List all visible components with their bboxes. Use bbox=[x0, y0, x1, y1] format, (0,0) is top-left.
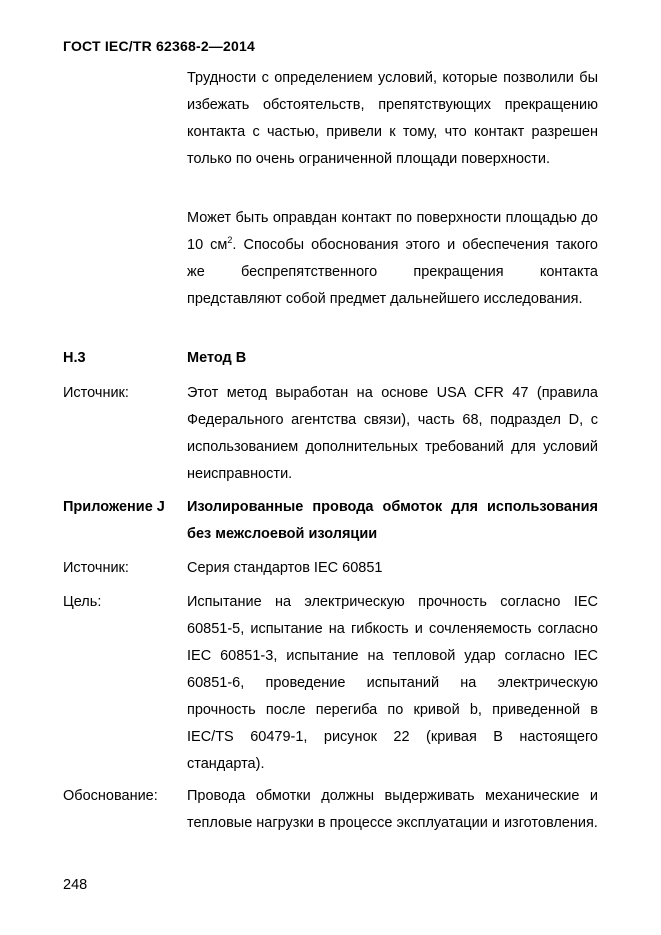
appendix-j-source-label: Источник: bbox=[63, 560, 129, 576]
continuation-paragraph-2 bbox=[187, 205, 598, 313]
appendix-j-purpose-label: Цель: bbox=[63, 594, 102, 610]
section-title-h3: Метод В bbox=[187, 350, 247, 366]
appendix-j-rationale-text: Провода обмотки должны выдерживать механические и тепловые нагрузки в процессе эксплуатации и изготовления. bbox=[187, 788, 598, 831]
appendix-j-title: Изолированные провода обмоток для использования без межслоевой изоляции bbox=[187, 499, 598, 542]
appendix-j-purpose-text: Испытание на электрическую прочность согласно IEC 60851-5, испытание на гибкость и сочленяемость согласно IEC 60851-3, испытание на тепловой удар согласно IEC 60851-6, проведение испытаний на электрическую прочность после перегиба по кривой b, приведенной в IEC/TS 60479-1, рисунок 22 (кривая В настоящего стандарта). bbox=[187, 594, 598, 772]
h3-source-label: Источник: bbox=[63, 385, 129, 401]
superscript-2: 2 bbox=[227, 235, 233, 245]
continuation-paragraph-1: Трудности с определением условий, которые позволили бы избежать обстоятельств, препятствующих прекращению контакта с частью, привели к тому, что контакт разрешен только по очень ограниченной площади поверхности. bbox=[187, 70, 598, 167]
para2-text-after: . Способы обоснования этого и обеспечения такого же беспрепятственного прекращения контакта представляют собой предмет дальнейшего исследования. bbox=[187, 237, 598, 307]
appendix-j-rationale-label: Обоснование: bbox=[63, 788, 158, 804]
section-number-h3: Н.3 bbox=[63, 350, 86, 366]
page-number: 248 bbox=[63, 877, 88, 893]
h3-source-text: Этот метод выработан на основе USA CFR 47 (правила Федерального агентства связи), часть 68, подраздел D, с использованием дополнительных требований для условий неисправности. bbox=[187, 385, 598, 482]
appendix-j-label: Приложение J bbox=[63, 499, 165, 515]
document-header: ГОСТ IEC/TR 62368-2—2014 bbox=[63, 38, 255, 54]
appendix-j-source-text: Серия стандартов IEC 60851 bbox=[187, 560, 383, 576]
para2-text-before: Может быть оправдан контакт по поверхности площадью до 10 см bbox=[187, 210, 598, 253]
